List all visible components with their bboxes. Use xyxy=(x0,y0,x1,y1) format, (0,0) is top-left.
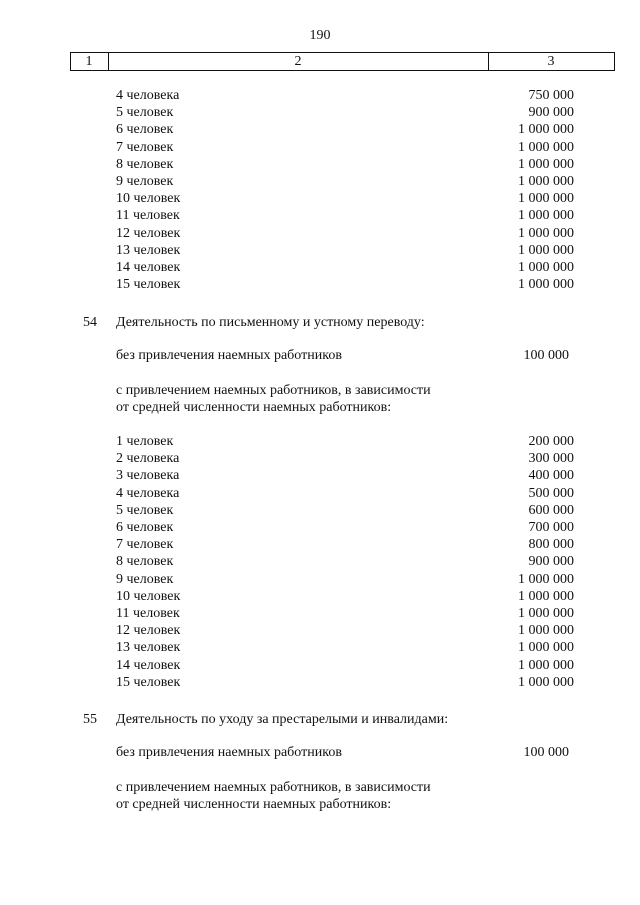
row-value: 1 000 000 xyxy=(518,571,574,587)
row-label: 6 человек xyxy=(116,122,174,138)
row-label: 3 человека xyxy=(116,468,180,484)
section-55-with-line2: от средней численности наемных работников: xyxy=(116,797,392,812)
row-value: 750 000 xyxy=(528,88,574,103)
row-value: 1 000 000 xyxy=(518,174,574,189)
row-label: 6 человек xyxy=(116,520,174,535)
row-label: 15 человек xyxy=(116,277,181,293)
row-label: 11 человек xyxy=(116,606,180,621)
row-label: 9 человек xyxy=(116,571,174,587)
table-header-col2: 2 xyxy=(294,54,302,69)
page-number: 190 xyxy=(309,28,331,43)
table-header xyxy=(70,52,615,70)
row-label: 7 человек xyxy=(116,139,174,155)
table-header-divider xyxy=(614,52,615,71)
row-value: 900 000 xyxy=(528,105,574,121)
row-label: 9 человек xyxy=(116,174,174,189)
row-value: 1 000 000 xyxy=(518,640,574,656)
row-value: 200 000 xyxy=(528,434,574,449)
row-label: 10 человек xyxy=(116,191,181,207)
row-label: 4 человека xyxy=(116,485,180,501)
row-value: 900 000 xyxy=(528,554,574,570)
row-value: 1 000 000 xyxy=(518,277,574,293)
section-55-without-label: без привлечения наемных работников xyxy=(116,745,342,760)
row-label: 8 человек xyxy=(116,156,174,172)
row-label: 8 человек xyxy=(116,554,174,570)
row-value: 1 000 000 xyxy=(518,623,574,639)
row-value: 1 000 000 xyxy=(518,156,574,172)
row-value: 1 000 000 xyxy=(518,657,574,673)
section-54-number: 54 xyxy=(83,315,97,330)
row-label: 10 человек xyxy=(116,588,181,604)
row-value: 1 000 000 xyxy=(518,606,574,621)
row-value: 1 000 000 xyxy=(518,225,574,241)
table-header-bottom-border xyxy=(70,70,615,71)
row-label: 12 человек xyxy=(116,225,181,241)
row-label: 5 человек xyxy=(116,105,174,121)
row-label: 11 человек xyxy=(116,208,180,224)
row-label: 13 человек xyxy=(116,640,181,656)
table-header-col3: 3 xyxy=(547,54,555,69)
row-value: 1 000 000 xyxy=(518,674,574,690)
row-label: 14 человек xyxy=(116,657,181,673)
row-label: 7 человек xyxy=(116,537,174,553)
row-label: 1 человек xyxy=(116,434,174,449)
row-label: 4 человека xyxy=(116,88,180,103)
section-55-title: Деятельность по уходу за престарелыми и инвалидами: xyxy=(116,712,449,727)
section-54-without-label: без привлечения наемных работников xyxy=(116,348,342,363)
row-label: 13 человек xyxy=(116,242,181,258)
row-label: 2 человека xyxy=(116,451,180,467)
section-54-without-value: 100 000 xyxy=(523,348,569,363)
row-label: 14 человек xyxy=(116,260,181,275)
row-label: 5 человек xyxy=(116,502,174,518)
row-value: 1 000 000 xyxy=(518,208,574,224)
row-value: 1 000 000 xyxy=(518,242,574,258)
section-55-with-line1: с привлечением наемных работников, в зависимости xyxy=(116,780,431,795)
section-54-with-line2: от средней численности наемных работников: xyxy=(116,400,392,415)
row-label: 12 человек xyxy=(116,623,181,639)
section-54-with-line1: с привлечением наемных работников, в зависимости xyxy=(116,383,431,398)
row-value: 1 000 000 xyxy=(518,122,574,138)
row-value: 400 000 xyxy=(528,468,574,484)
row-value: 1 000 000 xyxy=(518,191,574,207)
row-value: 1 000 000 xyxy=(518,588,574,604)
row-value: 600 000 xyxy=(528,502,574,518)
row-value: 500 000 xyxy=(528,485,574,501)
row-label: 15 человек xyxy=(116,674,181,690)
row-value: 300 000 xyxy=(528,451,574,467)
section-55-without-value: 100 000 xyxy=(523,745,569,760)
row-value: 1 000 000 xyxy=(518,260,574,275)
row-value: 800 000 xyxy=(528,537,574,553)
row-value: 700 000 xyxy=(528,520,574,535)
section-55-number: 55 xyxy=(83,712,97,727)
table-header-col1: 1 xyxy=(85,54,93,69)
section-54-title: Деятельность по письменному и устному переводу: xyxy=(116,315,425,330)
row-value: 1 000 000 xyxy=(518,139,574,155)
